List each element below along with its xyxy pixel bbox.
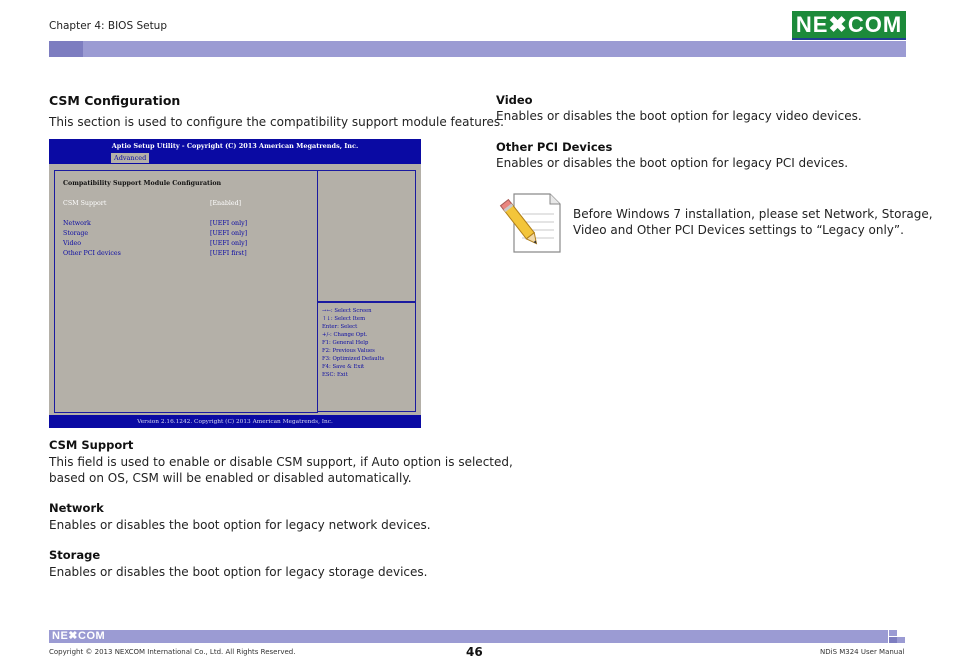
bios-help-line: +/-: Change Opt. (322, 332, 368, 338)
csm-support-text: This field is used to enable or disable CSM support, if Auto option is selected, (49, 455, 513, 469)
storage-heading: Storage (49, 548, 101, 562)
bios-tab-bar (49, 152, 421, 164)
footer-square (889, 637, 897, 643)
other-pci-heading: Other PCI Devices (496, 140, 613, 154)
footer-square (889, 630, 897, 636)
footer-square (897, 637, 905, 643)
bios-tab-advanced[interactable]: Advanced (111, 153, 149, 163)
intro-text: This section is used to configure the compatibility support module features. (49, 115, 504, 129)
bios-help-line: Enter: Select (322, 324, 358, 330)
bios-item-label[interactable]: Other PCI devices (63, 250, 121, 257)
bios-description-panel (317, 170, 416, 302)
bios-item-label[interactable]: Storage (63, 230, 89, 237)
bios-item-label[interactable]: CSM Support (63, 200, 107, 207)
note-text: Video and Other PCI Devices settings to “Legacy only”. (573, 223, 904, 237)
nexcom-logo: NE✖COM (792, 11, 906, 38)
page-number: 46 (466, 645, 483, 659)
bios-item-label[interactable]: Network (63, 220, 91, 227)
bios-help-line: F3: Optimized Defaults (322, 356, 385, 362)
note-text: Before Windows 7 installation, please set Network, Storage, (573, 207, 933, 221)
bios-screenshot (49, 139, 421, 428)
bios-help-line: ESC: Exit (322, 372, 348, 378)
bios-help-line: F4: Save & Exit (322, 364, 365, 370)
storage-text: Enables or disables the boot option for legacy storage devices. (49, 565, 428, 579)
bios-footer-bar: Version 2.16.1242. Copyright (C) 2013 American Megatrends, Inc. (49, 415, 421, 428)
footer-logo: NE✖COM (52, 630, 106, 642)
note-pencil-icon (496, 190, 566, 254)
section-title: CSM Configuration (49, 93, 181, 108)
bios-title-bar: Aptio Setup Utility - Copyright (C) 2013 American Megatrends, Inc. (49, 139, 421, 152)
bios-help-line: ↑↓: Select Item (322, 316, 366, 322)
logo-underline (792, 38, 906, 40)
bios-item-label[interactable]: Video (63, 240, 81, 247)
header-bar-accent (49, 41, 83, 57)
manual-title: NDiS M324 User Manual (820, 648, 905, 656)
bios-section-heading: Compatibility Support Module Configuration (63, 180, 222, 187)
network-text: Enables or disables the boot option for legacy network devices. (49, 518, 431, 532)
chapter-title: Chapter 4: BIOS Setup (49, 20, 168, 32)
footer-copyright: Copyright © 2013 NEXCOM International Co., Ltd. All Rights Reserved. (49, 648, 296, 656)
header-bar (49, 41, 906, 57)
csm-support-text: based on OS, CSM will be enabled or disabled automatically. (49, 471, 412, 485)
video-text: Enables or disables the boot option for legacy video devices. (496, 109, 862, 123)
video-heading: Video (496, 93, 533, 107)
bios-item-value[interactable]: [UEFI only] (210, 240, 248, 247)
bios-item-value[interactable]: [Enabled] (210, 200, 242, 207)
network-heading: Network (49, 501, 104, 515)
bios-item-value[interactable]: [UEFI only] (210, 220, 248, 227)
bios-help-line: →←: Select Screen (322, 308, 372, 314)
bios-item-value[interactable]: [UEFI only] (210, 230, 248, 237)
bios-item-value[interactable]: [UEFI first] (210, 250, 247, 257)
footer-bar (49, 630, 888, 643)
other-pci-text: Enables or disables the boot option for legacy PCI devices. (496, 156, 849, 170)
bios-help-line: F2: Previous Values (322, 348, 375, 354)
csm-support-heading: CSM Support (49, 438, 134, 452)
bios-help-line: F1: General Help (322, 340, 369, 346)
